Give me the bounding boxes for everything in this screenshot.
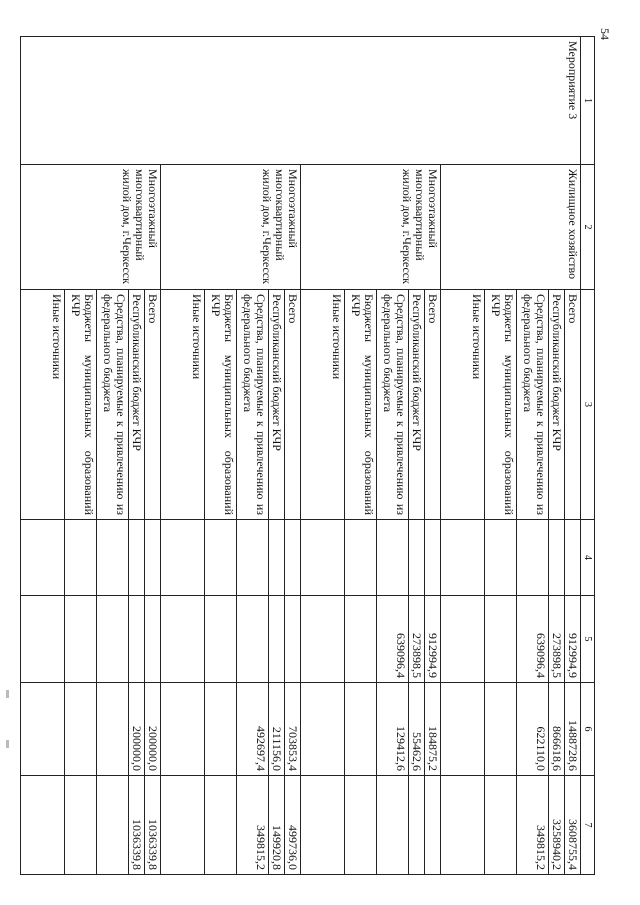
table-body: [21, 37, 581, 875]
value-cell-c7: 3608755,4: [565, 776, 581, 875]
value-cell-c7: 499736,0: [285, 776, 301, 875]
value-cell-c7: 149920,8: [269, 776, 285, 875]
funding-source-cell: Республиканский бюджет КЧР: [549, 290, 565, 520]
value-cell-c4: [145, 520, 161, 596]
value-cell-c4: [425, 520, 441, 596]
value-cell-c7: [65, 776, 97, 875]
funding-source-cell: Средства, планируемые к привлечению из федерального бюджета: [237, 290, 269, 520]
value-cell-c7: [161, 776, 205, 875]
value-cell-c6: 200000,0: [129, 683, 145, 776]
value-cell-c4: [441, 520, 485, 596]
value-cell-c6: 622110,0: [517, 683, 549, 776]
value-cell-c7: [485, 776, 517, 875]
value-cell-c5: 273898,5: [549, 596, 565, 683]
value-cell-c4: [205, 520, 237, 596]
funding-source-cell: Всего: [285, 290, 301, 520]
value-cell-c4: [21, 520, 65, 596]
object-name-cell: Многоэтажный многоквартирный жилой дом, г.Черкесск: [21, 165, 161, 290]
value-cell-c6: [301, 683, 345, 776]
funding-source-cell: Всего: [145, 290, 161, 520]
funding-source-cell: Республиканский бюджет КЧР: [409, 290, 425, 520]
value-cell-c6: 492697,4: [237, 683, 269, 776]
value-cell-c5: 273898,5: [409, 596, 425, 683]
page-number: 54: [598, 28, 612, 40]
value-cell-c7: [409, 776, 425, 875]
value-cell-c4: [237, 520, 269, 596]
value-cell-c4: [285, 520, 301, 596]
value-cell-c7: [97, 776, 129, 875]
scan-mark: [6, 690, 9, 698]
value-cell-c5: [65, 596, 97, 683]
value-cell-c7: [301, 776, 345, 875]
value-cell-c4: [565, 520, 581, 596]
value-cell-c5: [441, 596, 485, 683]
value-cell-c6: 703853,4: [285, 683, 301, 776]
measure-cell: [161, 37, 301, 165]
funding-source-cell: Республиканский бюджет КЧР: [269, 290, 285, 520]
funding-source-cell: Республиканский бюджет КЧР: [129, 290, 145, 520]
funding-source-cell: Бюджеты муниципальных образований КЧР: [485, 290, 517, 520]
object-name-cell: Жилищное хозяйство: [441, 165, 581, 290]
header-row: [581, 37, 595, 875]
value-cell-c6: [205, 683, 237, 776]
value-cell-c5: [285, 596, 301, 683]
value-cell-c6: 211156,0: [269, 683, 285, 776]
value-cell-c6: [21, 683, 65, 776]
table-row: [285, 37, 301, 875]
funding-source-cell: Бюджеты муниципальных образований КЧР: [205, 290, 237, 520]
value-cell-c5: [205, 596, 237, 683]
value-cell-c4: [409, 520, 425, 596]
value-cell-c7: 1036339,8: [145, 776, 161, 875]
value-cell-c5: [269, 596, 285, 683]
value-cell-c6: [345, 683, 377, 776]
value-cell-c5: [97, 596, 129, 683]
funding-source-cell: Средства, планируемые к привлечению из федерального бюджета: [377, 290, 409, 520]
value-cell-c5: [485, 596, 517, 683]
column-header-1: 1: [581, 37, 595, 165]
value-cell-c4: [549, 520, 565, 596]
value-cell-c5: 912994,9: [425, 596, 441, 683]
value-cell-c5: [301, 596, 345, 683]
value-cell-c4: [485, 520, 517, 596]
value-cell-c7: [345, 776, 377, 875]
table-row: [425, 37, 441, 875]
value-cell-c7: 349815,2: [237, 776, 269, 875]
funding-source-cell: Бюджеты муниципальных образований КЧР: [65, 290, 97, 520]
object-name-cell: Многоэтажный многоквартирный жилой дом, г.Черкесск: [161, 165, 301, 290]
value-cell-c6: 129412,6: [377, 683, 409, 776]
column-header-2: 2: [581, 165, 595, 290]
value-cell-c6: [65, 683, 97, 776]
rotated-sheet: [50, 36, 595, 874]
value-cell-c4: [377, 520, 409, 596]
value-cell-c4: [161, 520, 205, 596]
value-cell-c4: [97, 520, 129, 596]
value-cell-c6: 866618,6: [549, 683, 565, 776]
value-cell-c5: [345, 596, 377, 683]
measure-cell: [21, 37, 161, 165]
column-header-3: 3: [581, 290, 595, 520]
value-cell-c5: [21, 596, 65, 683]
funding-source-cell: Иные источники: [441, 290, 485, 520]
column-header-5: 5: [581, 596, 595, 683]
column-header-4: 4: [581, 520, 595, 596]
value-cell-c5: 912994,9: [565, 596, 581, 683]
funding-source-cell: Иные источники: [21, 290, 65, 520]
value-cell-c6: 55462,6: [409, 683, 425, 776]
value-cell-c5: 639096,4: [377, 596, 409, 683]
value-cell-c5: [237, 596, 269, 683]
funding-source-cell: Иные источники: [301, 290, 345, 520]
table-row: [145, 37, 161, 875]
value-cell-c4: [517, 520, 549, 596]
value-cell-c4: [269, 520, 285, 596]
value-cell-c7: [377, 776, 409, 875]
measure-cell: Мероприятие 3: [441, 37, 581, 165]
value-cell-c6: [161, 683, 205, 776]
budget-table: [20, 36, 595, 875]
value-cell-c6: [485, 683, 517, 776]
value-cell-c7: [441, 776, 485, 875]
funding-source-cell: Средства, планируемые к привлечению из федерального бюджета: [97, 290, 129, 520]
funding-source-cell: Всего: [425, 290, 441, 520]
funding-source-cell: Всего: [565, 290, 581, 520]
value-cell-c5: [145, 596, 161, 683]
funding-source-cell: Средства, планируемые к привлечению из федерального бюджета: [517, 290, 549, 520]
value-cell-c7: 3258940,2: [549, 776, 565, 875]
value-cell-c7: 349815,2: [517, 776, 549, 875]
value-cell-c5: [161, 596, 205, 683]
funding-source-cell: Бюджеты муниципальных образований КЧР: [345, 290, 377, 520]
value-cell-c6: [441, 683, 485, 776]
column-header-7: 7: [581, 776, 595, 875]
table-row: [565, 37, 581, 875]
value-cell-c4: [301, 520, 345, 596]
object-name-cell: Многоэтажный многоквартирный жилой дом, г.Черкесск: [301, 165, 441, 290]
value-cell-c5: 639096,4: [517, 596, 549, 683]
value-cell-c7: [425, 776, 441, 875]
value-cell-c7: [21, 776, 65, 875]
value-cell-c4: [345, 520, 377, 596]
value-cell-c6: [97, 683, 129, 776]
measure-cell: [301, 37, 441, 165]
funding-source-cell: Иные источники: [161, 290, 205, 520]
value-cell-c5: [129, 596, 145, 683]
column-header-6: 6: [581, 683, 595, 776]
value-cell-c7: 1036339,8: [129, 776, 145, 875]
value-cell-c4: [65, 520, 97, 596]
value-cell-c6: 1488728,6: [565, 683, 581, 776]
scan-mark: [6, 740, 9, 748]
value-cell-c7: [205, 776, 237, 875]
value-cell-c4: [129, 520, 145, 596]
value-cell-c6: 200000,0: [145, 683, 161, 776]
value-cell-c6: 184875,2: [425, 683, 441, 776]
